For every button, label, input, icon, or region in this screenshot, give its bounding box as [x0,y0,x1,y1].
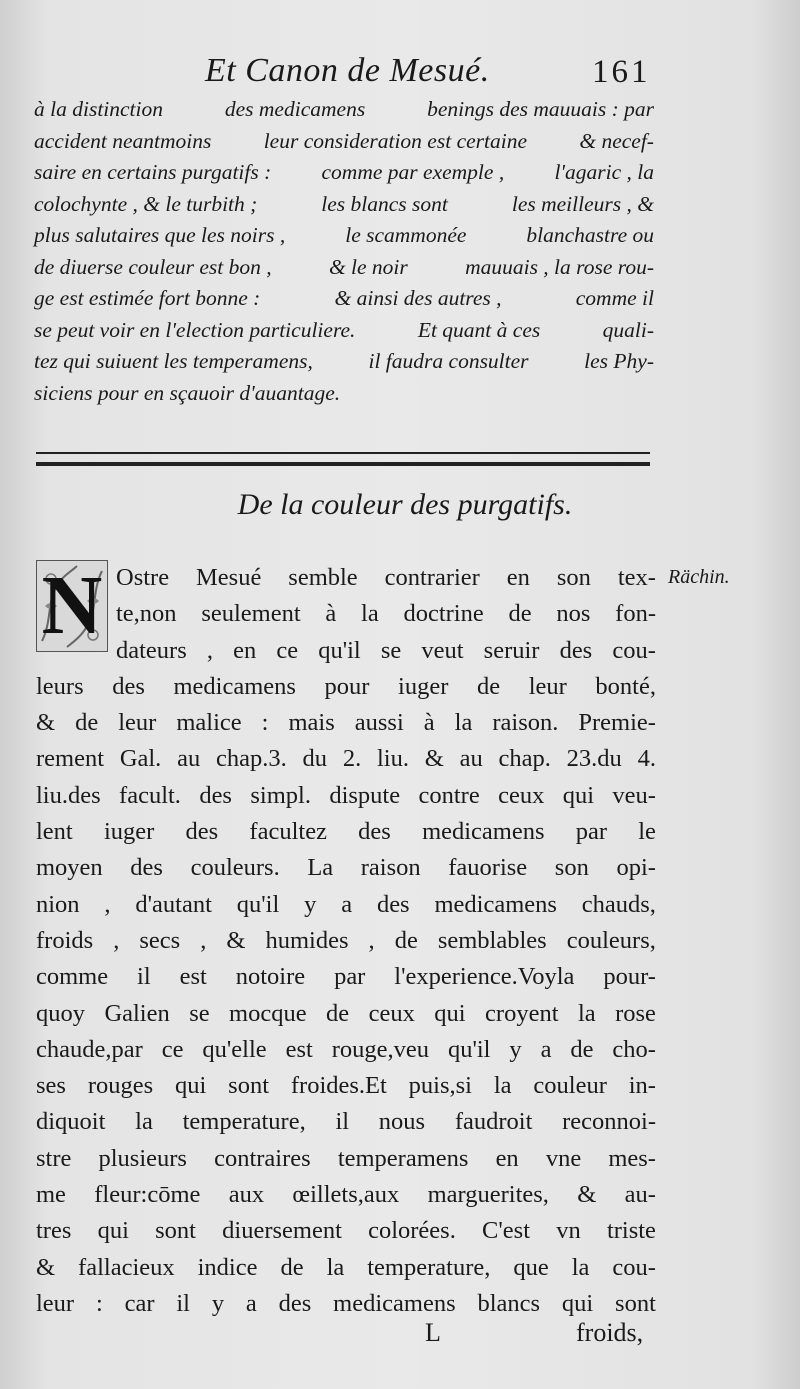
word: vn [556,1217,581,1245]
word: de [508,600,532,628]
word: des [199,781,232,809]
word: il [335,1108,350,1136]
word: la [577,999,596,1027]
section-divider [36,452,650,466]
word: Premie- [578,709,656,737]
word: nous [378,1108,426,1136]
word: croyent [485,999,559,1027]
word: 2. [342,745,362,773]
italic-line-segment: de diuerse couleur est bon , [34,254,272,279]
word: : [261,709,269,737]
word: a [341,890,353,918]
word: couleurs, [566,926,656,954]
word: , [104,890,111,918]
word: des [112,672,145,700]
italic-line-segment: & ainsi des autres , [334,286,502,310]
word: pour- [603,963,656,991]
word: vne [545,1144,582,1172]
word: medicamens [173,672,296,700]
italic-line-segment: tez qui suiuent les temperamens, [34,349,313,373]
word: lent [36,818,73,846]
word: la [135,1108,153,1136]
word: mes- [608,1144,656,1172]
body-line [36,996,656,1032]
word: sont [155,1217,196,1245]
word: triste [606,1217,656,1245]
word: cho- [612,1035,656,1063]
italic-line-segment: à la distinction [34,97,163,121]
word: sont [615,1289,656,1317]
word: des [130,854,163,882]
word: ce [276,636,299,664]
word: de [570,1035,594,1063]
word: chap.3. [216,745,287,773]
body-line [36,1213,656,1249]
word: diquoit [36,1108,106,1136]
italic-line [34,283,654,315]
word: est [285,1035,313,1063]
word: des [376,890,410,918]
italic-line-segment: mauuais , la rose rou- [465,254,654,279]
italic-line-segment: Et quant à ces [417,317,541,342]
word: de [280,1253,304,1281]
word: ses [36,1072,66,1100]
word: seulement [201,600,301,628]
word: à [325,600,337,628]
word: iuger [398,672,449,700]
word: reconnoi- [562,1108,656,1136]
word: leurs [36,672,84,700]
word: chap. [498,745,551,773]
word: tres [36,1217,72,1245]
word: C'est [482,1217,531,1245]
word: des [185,818,219,846]
word: œillets,aux [292,1181,400,1209]
word: faudroit [454,1108,533,1136]
italic-line [34,346,654,378]
body-line [36,778,656,814]
word: diuersement [222,1217,342,1245]
body-line [36,1068,656,1104]
word: par [334,963,366,991]
italic-paragraph [34,94,654,409]
word: Mesué [196,564,262,591]
word: & [36,709,56,737]
word: contre [418,781,480,809]
body-line [116,596,656,632]
body-line [36,705,656,741]
word: cou- [612,636,656,664]
italic-line-segment: & le noir [328,254,408,279]
word: , [113,926,120,954]
word: au [459,745,483,773]
italic-line-segment: quali- [602,317,654,342]
word: semble [288,564,358,591]
word: facult. [119,781,181,809]
word: chauds, [581,890,656,918]
italic-line [34,157,654,189]
italic-line-segment: le scammonée [345,223,467,247]
word: dispute [329,781,401,809]
italic-line-segment: les blancs sont [321,191,448,216]
word: indice [197,1253,258,1281]
body-line [36,1286,656,1322]
word: fleur:cōme [94,1181,201,1209]
word: temperature, [367,1253,491,1281]
italic-line-segment: saire en certains purgatifs : [34,160,272,184]
word: que [513,1253,549,1281]
catchword: froids, [576,1318,644,1347]
word: Ostre [116,564,170,591]
italic-line [34,220,654,252]
word: leur [36,1289,75,1317]
body-line [36,1104,656,1140]
word: stre [36,1144,72,1172]
dropcap-ornament [36,560,108,652]
word: au [177,745,201,773]
word: son [554,854,589,882]
word: a [540,1035,552,1063]
word: de [326,999,350,1027]
word: ceux [368,999,415,1027]
word: quoy [36,999,85,1027]
word: froids [36,926,94,954]
italic-line-segment: plus salutaires que les noirs , [34,223,286,247]
word: la [326,1253,345,1281]
word: des [278,1289,312,1317]
word: au- [624,1181,656,1209]
italic-line-segment: des medicamens [224,97,366,121]
word: liu. [376,745,409,773]
word: rose [615,999,656,1027]
word: rement [36,745,105,773]
body-line [36,1141,656,1177]
italic-line-segment: & necef- [579,128,654,153]
body-line [36,1250,656,1286]
italic-line-segment: les meilleurs , & [511,191,654,216]
word: & [226,926,246,954]
page-number: 161 [592,54,651,90]
word: fauorise [448,854,528,882]
word: d'autant [135,890,212,918]
word: humides [265,926,349,954]
word: plusieurs [98,1144,187,1172]
italic-line-segment: accident neantmoins [34,128,212,153]
word: sont [228,1072,270,1100]
section-title: De la couleur des purgatifs. [237,488,573,521]
word: la [571,1253,590,1281]
word: puis,si [408,1072,472,1100]
italic-line-segment: ge est estimée fort bonne : [34,286,261,310]
word: couleur [533,1072,607,1100]
italic-line [34,189,654,221]
body-line [36,959,656,995]
word: en [495,1144,519,1172]
word: bonté, [595,672,656,700]
word: qu'il [236,890,280,918]
word: veu- [612,781,656,809]
word: opi- [616,854,656,882]
word: Gal. [119,745,162,773]
word: marguerites, [427,1181,549,1209]
word: mocque [229,999,307,1027]
word: mais [288,709,335,737]
word: y [211,1289,225,1317]
word: me [36,1181,66,1209]
word: l'experience.Voyla [394,963,575,991]
word: fon- [615,600,656,628]
word: 23.du [566,745,622,773]
word: temperature, [182,1108,306,1136]
word: qu'il [318,636,361,664]
body-line [36,669,656,705]
word: la [493,1072,512,1100]
body-line [36,887,656,923]
body-paragraph [36,560,656,1322]
italic-line-segment: comme par exemple , [321,160,505,184]
italic-line-segment: il faudra consulter [368,349,529,373]
word: ce [161,1035,184,1063]
word: medicamens [422,818,545,846]
body-line [36,741,656,777]
word: & [36,1253,56,1281]
word: Galien [104,999,170,1027]
italic-line-segment: comme il [575,286,654,310]
word: pour [324,672,370,700]
italic-line [34,315,654,347]
word: qui [434,999,466,1027]
word: in- [628,1072,656,1100]
word: qui [97,1217,129,1245]
word: , [200,926,207,954]
word: & [424,745,444,773]
word: y [509,1035,522,1063]
word: medicamens [434,890,557,918]
word: a [245,1289,257,1317]
word: notoire [235,963,306,991]
word: simpl. [250,781,311,809]
word: qu'il [447,1035,491,1063]
italic-line-segment: les Phy- [584,349,654,373]
italic-line [34,252,654,284]
word: fallacieux [78,1253,175,1281]
italic-line-segment: siciens pour en sçauoir d'auantage. [34,380,341,405]
word: aussi [354,709,404,737]
word: & [577,1181,597,1209]
word: il [137,963,151,991]
word: couleurs. [190,854,280,882]
word: , [368,926,375,954]
word: cou- [612,1253,656,1281]
word: contrarier [384,564,480,591]
word: medicamens [333,1289,456,1317]
word: son [556,564,591,591]
word: dateurs [116,636,187,664]
word: qui [175,1072,207,1100]
word: contraires [214,1144,311,1172]
word: malice [176,709,242,737]
word: tex- [617,564,656,591]
word: du [302,745,328,773]
body-line [36,814,656,850]
word: te,non [116,600,177,628]
word: , [206,636,213,664]
word: veut [421,636,464,664]
italic-line [34,378,654,410]
word: colorées. [368,1217,456,1245]
word: leur [528,672,567,700]
italic-line-segment: blanchastre ou [526,223,654,247]
word: moyen [36,854,103,882]
word: en [506,564,530,591]
word: comme [36,963,109,991]
word: raison [360,854,421,882]
word: ceux [498,781,545,809]
word: chaude,par [36,1035,143,1063]
word: secs [139,926,181,954]
word: par [575,818,608,846]
dropcap-letter: N [41,560,103,652]
page-footer [0,1318,800,1358]
word: de [75,709,99,737]
italic-line [34,126,654,158]
italic-line-segment: benings des mauuais : par [427,97,654,121]
word: qui [562,781,595,809]
word: liu.des [36,781,101,809]
word: des [559,636,593,664]
word: blancs [477,1289,541,1317]
word: leur [118,709,157,737]
word: seruir [483,636,540,664]
word: froides.Et [290,1072,387,1100]
word: est [179,963,207,991]
word: 4. [637,745,656,773]
word: aux [228,1181,265,1209]
italic-line-segment: colochynte , & le turbith ; [34,191,258,216]
word: il [176,1289,190,1317]
word: la [361,600,379,628]
word: qu'elle [202,1035,267,1063]
body-line [36,923,656,959]
word: facultez [249,818,327,846]
word: doctrine [403,600,484,628]
word: la [454,709,473,737]
italic-line [34,94,654,126]
page-header [0,44,800,94]
word: qui [561,1289,594,1317]
body-line [36,1032,656,1068]
word: rouge,veu [331,1035,430,1063]
word: La [307,854,334,882]
word: le [638,818,656,846]
word: se [189,999,210,1027]
running-head: Et Canon de Mesué. [205,52,490,89]
body-line [36,850,656,886]
word: rouges [87,1072,154,1100]
word: des [358,818,391,846]
italic-line-segment: se peut voir en l'election particuliere. [34,317,356,342]
word: de [394,926,418,954]
marginal-note: Rächin. [668,566,730,588]
word: : [95,1289,103,1317]
word: nion [36,890,80,918]
signature-mark: L [425,1318,441,1347]
body-line [116,560,656,596]
word: à [423,709,435,737]
body-line [116,633,656,669]
word: y [304,890,317,918]
italic-line-segment: l'agaric , la [554,160,654,184]
body-line [36,1177,656,1213]
word: nos [556,600,591,628]
word: iuger [103,818,155,846]
word: semblables [437,926,547,954]
word: raison. [492,709,559,737]
italic-line-segment: leur consideration est certaine [263,128,528,153]
word: temperamens [337,1144,469,1172]
word: en [233,636,257,664]
word: de [476,672,501,700]
word: se [380,636,402,664]
word: car [124,1289,155,1317]
